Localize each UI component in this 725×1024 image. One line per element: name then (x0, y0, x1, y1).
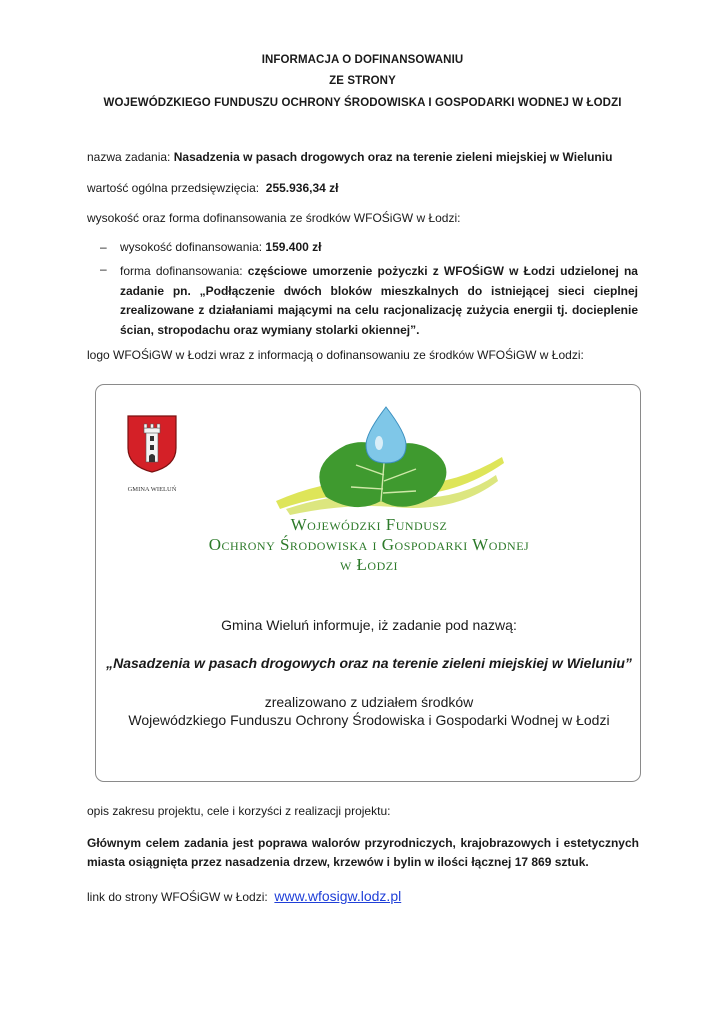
board-task-name: „Nasadzenia w pasach drogowych oraz na terenie zieleni miejskiej w Wieluniu” (106, 655, 632, 671)
wfosigw-emblem-icon (266, 405, 506, 520)
header-line-2: ZE STRONY (329, 75, 396, 87)
link-line (87, 888, 401, 904)
board-message-fund: Wojewódzkiego Funduszu Ochrony Środowiska i Gospodarki Wodnej w Łodzi (128, 712, 610, 728)
header-line-3: WOJEWÓDZKIEGO FUNDUSZU OCHRONY ŚRODOWISKA I GOSPODARKI WODNEJ W ŁODZI (103, 97, 622, 109)
funding-form-value: częściowe umorzenie pożyczki z WFOŚiGW w Łodzi udzielonej na zadanie pn. „Podłączenie dwóch bloków mieszkalnych do istniejącej sieci cieplnej zrealizowane z działaniami mającymi na celu racjonalizację zużycia energii tj. docieplenie ścian, stropodachu oraz wymiany stolarki okiennej”. (120, 264, 638, 337)
project-goal: Głównym celem zadania jest poprawa walorów przyrodniczych, krajobrazowych i estetycznych miasta osiągnięta przez nasadzenia drzew, krzewów i bylin w ilości łącznej 17 869 sztuk. (87, 836, 639, 869)
fund-name-line-1: Wojewódzki Fundusz (290, 515, 448, 534)
link-label: link do strony WFOŚiGW w Łodzi: (87, 890, 268, 904)
board-message-intro: Gmina Wieluń informuje, iż zadanie pod nazwą: (221, 617, 517, 633)
funding-label: wysokość oraz forma dofinansowania ze środków WFOŚiGW w Łodzi: (87, 211, 461, 225)
funding-form-label: forma dofinansowania: (120, 264, 243, 278)
header-line-1: INFORMACJA O DOFINANSOWANIU (261, 54, 464, 66)
dash-bullet-icon: – (100, 240, 107, 254)
total-label: wartość ogólna przedsięwzięcia: (87, 181, 260, 195)
total-value-line (87, 181, 339, 195)
total-value: 255.936,34 zł (265, 181, 339, 195)
funding-info-board (95, 384, 641, 782)
board-message-realized: zrealizowano z udziałem środków (264, 694, 474, 710)
crest-label: GMINA WIELUŃ (127, 486, 177, 493)
fund-name-line-2: Ochrony Środowiska i Gospodarki Wodnej (208, 535, 530, 554)
fund-name-line-3: w Łodzi (339, 555, 399, 574)
task-line (87, 150, 612, 164)
funding-amount-value: 159.400 zł (265, 240, 322, 254)
task-value: Nasadzenia w pasach drogowych oraz na terenie zieleni miejskiej w Wieluniu (173, 150, 613, 164)
wielun-crest-icon (126, 414, 178, 474)
dash-bullet-icon: – (100, 262, 107, 276)
wfosigw-link[interactable]: www.wfosigw.lodz.pl (274, 888, 402, 904)
funding-amount-label: wysokość dofinansowania: (120, 240, 263, 254)
description-label: opis zakresu projektu, cele i korzyści z realizacji projektu: (87, 804, 391, 818)
logo-label: logo WFOŚiGW w Łodzi wraz z informacją o dofinansowaniu ze środków WFOŚiGW w Łodzi: (87, 348, 584, 362)
task-label: nazwa zadania: (87, 150, 171, 164)
